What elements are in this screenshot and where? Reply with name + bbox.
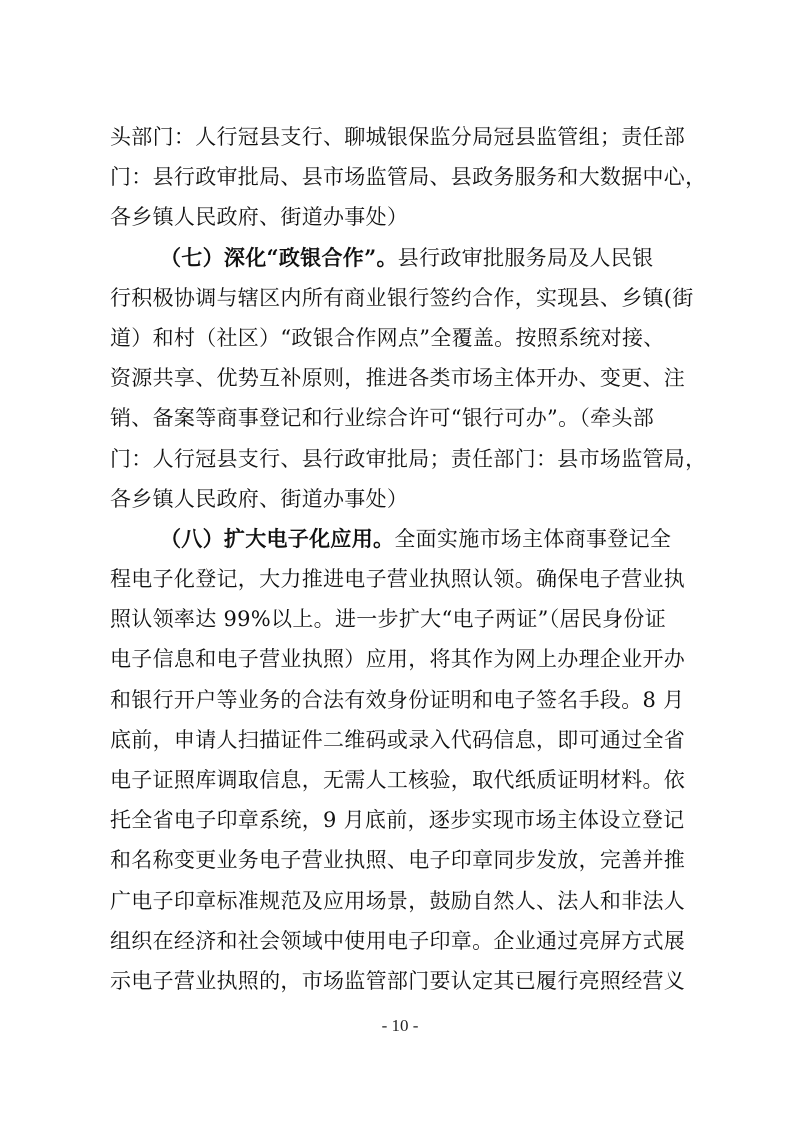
text-line: 和名称变更业务电子营业执照、电子印章同步发放，完善并推 (110, 848, 686, 873)
text-line-rest: 全面实施市场主体商事登记全 (394, 526, 672, 551)
text-line: 和银行开户等业务的合法有效身份证明和电子签名手段。8 月 (110, 687, 685, 712)
section-heading-seven: （七）深化“政银合作”。 (160, 244, 398, 270)
text-line-rest: 县行政审批服务局及人民银 (397, 245, 654, 270)
text-line: 电子信息和电子营业执照）应用，将其作为网上办理企业开办 (110, 647, 686, 672)
text-line: 底前，申请人扫描证件二维码或录入代码信息，即可通过全省 (110, 727, 686, 752)
text-line: 门：人行冠县支行、县行政审批局；责任部门：县市场监管局， (110, 446, 707, 471)
paragraph-eight (110, 519, 694, 1001)
page-number: - 10 - (381, 1016, 419, 1035)
text-line: 销、备案等商事登记和行业综合许可“银行可办”。（牵头部 (110, 406, 655, 431)
text-line: 照认领率达 99%以上。进一步扩大“电子两证”（居民身份证 (110, 607, 667, 632)
text-line: 托全省电子印章系统，9 月底前，逐步实现市场主体设立登记 (110, 808, 685, 833)
text-line: 道）和村（社区）“政银合作网点”全覆盖。按照系统对接、 (110, 325, 665, 350)
text-line-first (110, 519, 694, 559)
text-line-first (110, 238, 694, 278)
section-heading-eight: （八）扩大电子化应用。 (160, 525, 395, 551)
text-line: 各乡镇人民政府、街道办事处） (110, 486, 409, 511)
document-body (110, 117, 707, 1001)
text-line: 头部门：人行冠县支行、聊城银保监分局冠县监管组；责任部 (110, 125, 686, 149)
text-line: 资源共享、优势互补原则，推进各类市场主体开办、变更、注 (110, 366, 686, 391)
text-line: 广电子印章标准规范及应用场景，鼓励自然人、法人和非法人 (110, 888, 686, 913)
text-line: 电子证照库调取信息，无需人工核验，取代纸质证明材料。依 (110, 768, 686, 792)
text-line: 门：县行政审批局、县市场监管局、县政务服务和大数据中心， (110, 165, 707, 190)
text-line: 示电子营业执照的，市场监管部门要认定其已履行亮照经营义 (110, 968, 686, 993)
text-line: 程电子化登记，大力推进电子营业执照认领。确保电子营业执 (110, 567, 686, 592)
text-line: 各乡镇人民政府、街道办事处） (110, 205, 409, 230)
paragraph-seven (110, 238, 707, 519)
paragraph-continuation (110, 117, 707, 238)
text-line: 行积极协调与辖区内所有商业银行签约合作，实现县、乡镇(街 (110, 285, 694, 310)
text-line: 组织在经济和社会领域中使用电子印章。企业通过亮屏方式展 (110, 928, 686, 953)
